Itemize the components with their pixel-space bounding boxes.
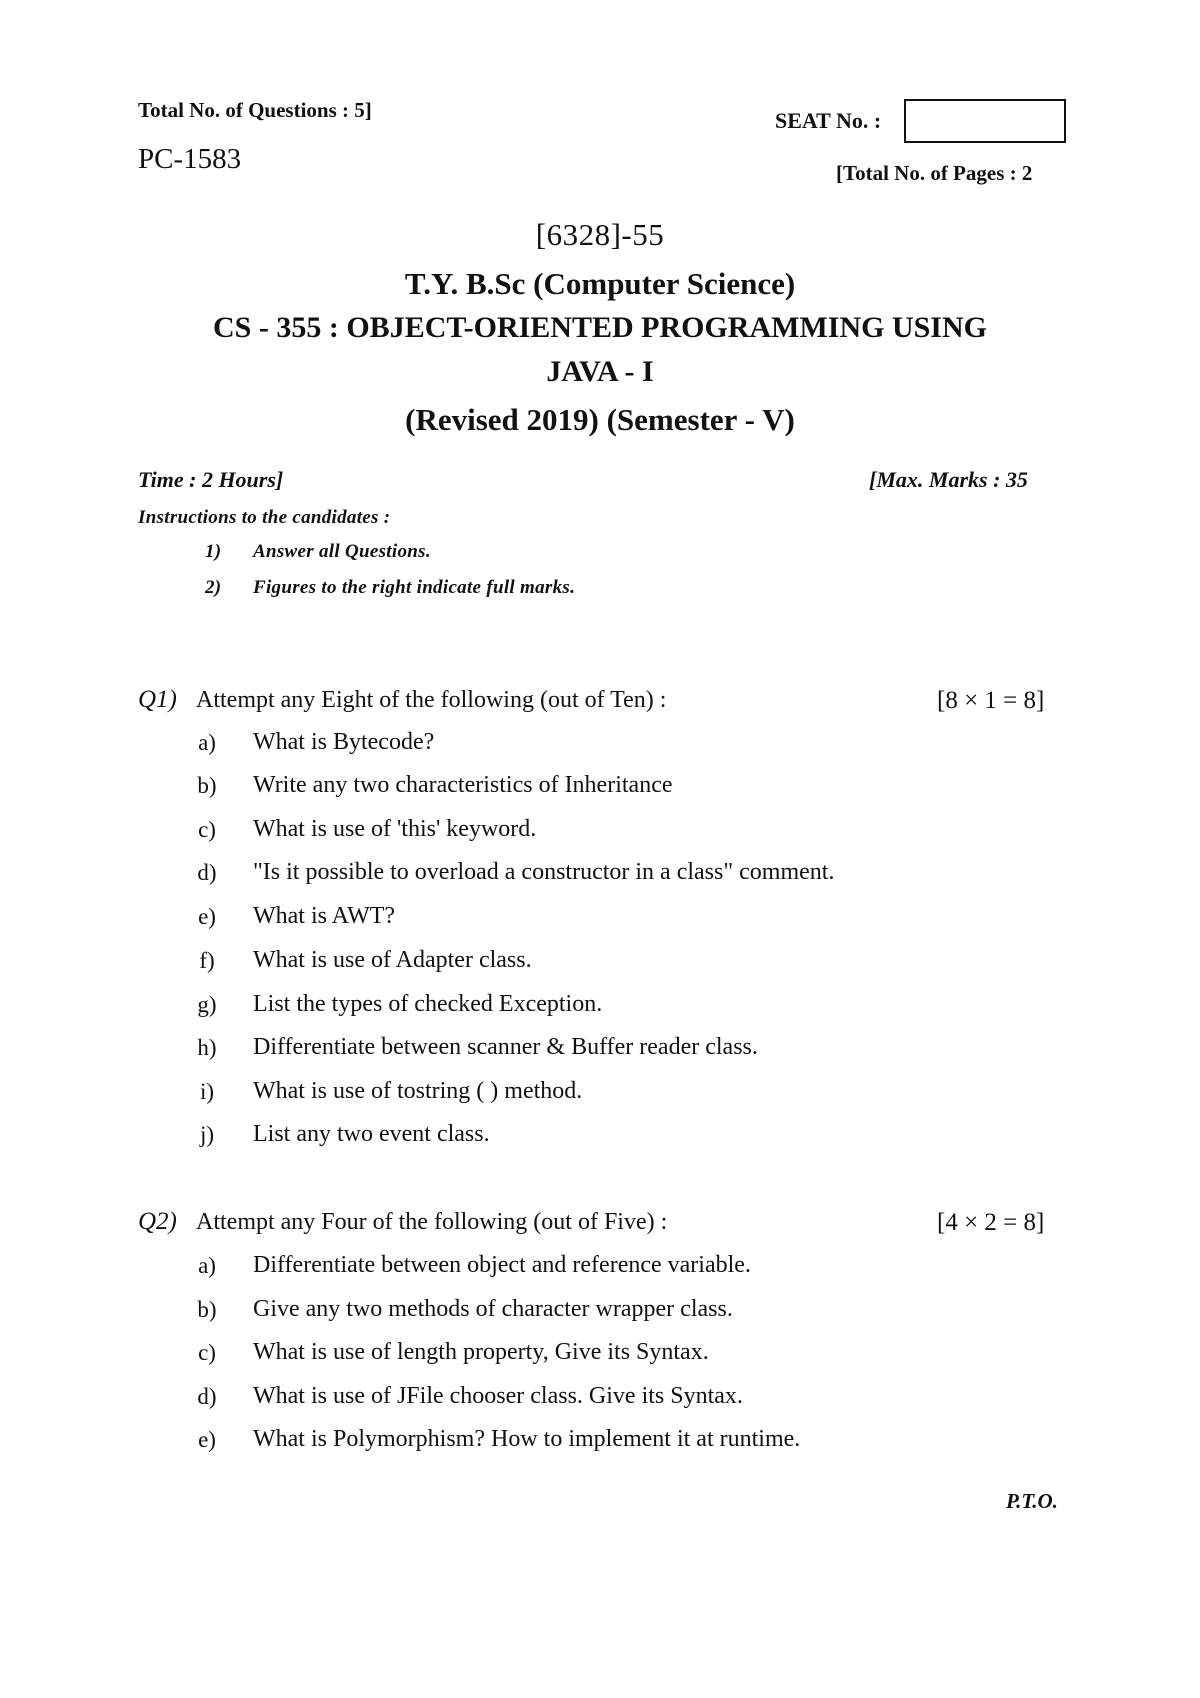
seat-number-label: SEAT No. : xyxy=(775,108,882,133)
instructions-heading: Instructions to the candidates : xyxy=(138,507,391,528)
item-letter: d) xyxy=(197,860,217,885)
item-letter: c) xyxy=(198,1340,216,1365)
item-letter: b) xyxy=(197,1297,217,1322)
instruction-text: Figures to the right indicate full marks. xyxy=(253,577,576,598)
exam-time: Time : 2 Hours] xyxy=(138,467,284,492)
seat-number-box[interactable] xyxy=(904,99,1066,143)
instruction-number: 1) xyxy=(205,541,222,562)
item-letter: i) xyxy=(199,1079,215,1104)
subject-title-line1: CS - 355 : OBJECT-ORIENTED PROGRAMMING USING xyxy=(213,311,987,344)
item-letter: c) xyxy=(198,817,216,842)
instruction-text: Answer all Questions. xyxy=(253,541,431,562)
question-marks: [8 × 1 = 8] xyxy=(937,687,1045,714)
question-item: List any two event class. xyxy=(253,1121,490,1147)
question-item: Write any two characteristics of Inheritance xyxy=(253,772,673,798)
question-item: What is use of 'this' keyword. xyxy=(253,816,537,842)
item-letter: g) xyxy=(197,992,217,1017)
question-item: What is use of Adapter class. xyxy=(253,947,532,973)
item-letter: f) xyxy=(199,948,215,973)
total-pages: [Total No. of Pages : 2 xyxy=(836,161,1033,185)
question-item: List the types of checked Exception. xyxy=(253,991,603,1017)
item-letter: j) xyxy=(199,1122,215,1147)
item-letter: a) xyxy=(198,1253,216,1278)
question-prompt: Attempt any Four of the following (out of Five) : xyxy=(196,1209,668,1235)
question-item: Differentiate between scanner & Buffer reader class. xyxy=(253,1034,758,1060)
please-turn-over: P.T.O. xyxy=(1006,1489,1058,1513)
instruction-number: 2) xyxy=(205,577,222,598)
item-letter: d) xyxy=(197,1384,217,1409)
item-letter: b) xyxy=(197,773,217,798)
course-title: T.Y. B.Sc (Computer Science) xyxy=(404,266,796,301)
question-number: Q1) xyxy=(138,686,177,713)
paper-code: PC-1583 xyxy=(138,143,242,175)
subject-title-line2: JAVA - I xyxy=(546,355,654,388)
item-letter: e) xyxy=(198,1427,216,1452)
question-item: What is AWT? xyxy=(253,903,396,929)
question-item: What is use of tostring ( ) method. xyxy=(253,1078,583,1104)
question-item: Differentiate between object and reference variable. xyxy=(253,1252,751,1278)
max-marks: [Max. Marks : 35 xyxy=(869,467,1028,492)
question-marks: [4 × 2 = 8] xyxy=(937,1209,1045,1236)
item-letter: e) xyxy=(198,904,216,929)
question-item: What is Polymorphism? How to implement it at runtime. xyxy=(253,1426,801,1452)
exam-code: [6328]-55 xyxy=(535,217,665,252)
question-item: What is Bytecode? xyxy=(253,729,435,755)
item-letter: a) xyxy=(198,730,216,755)
revision-semester: (Revised 2019) (Semester - V) xyxy=(405,402,795,437)
question-number: Q2) xyxy=(138,1208,177,1235)
question-item: What is use of JFile chooser class. Give its Syntax. xyxy=(253,1383,743,1409)
item-letter: h) xyxy=(197,1035,217,1060)
question-prompt: Attempt any Eight of the following (out of Ten) : xyxy=(196,687,667,713)
question-item: What is use of length property, Give its Syntax. xyxy=(253,1339,709,1365)
total-questions: Total No. of Questions : 5] xyxy=(138,98,372,122)
question-item: "Is it possible to overload a constructor in a class" comment. xyxy=(253,859,835,885)
question-item: Give any two methods of character wrapper class. xyxy=(253,1296,733,1322)
